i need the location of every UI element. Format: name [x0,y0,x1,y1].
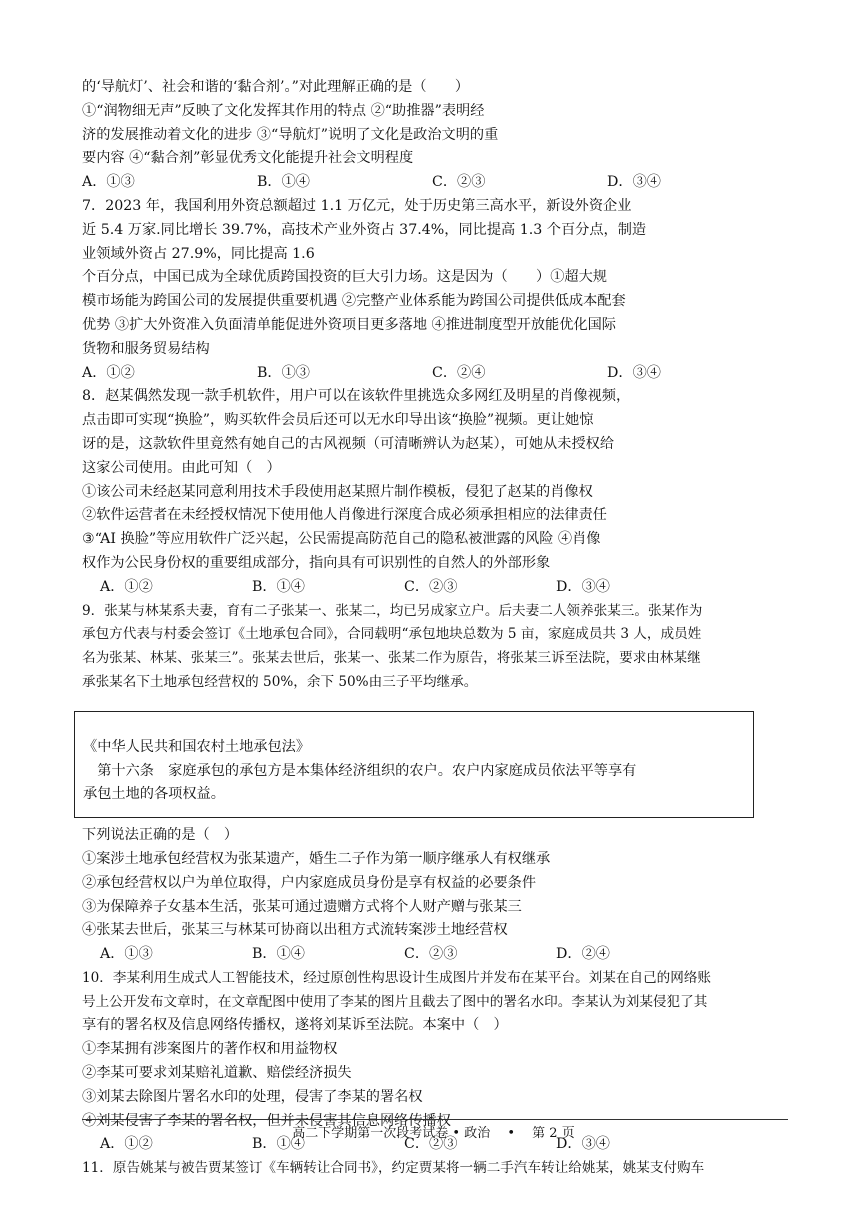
q10-stem-line: 号上公开发布文章时，在文章配图中使用了李某的图片且截去了图中的署名水印。李某认为刘某侵犯了其 [82,993,708,1010]
q7-option-a: A．①② [82,364,135,381]
q9-statement: ①案涉土地承包经营权为张某遗产，婚生二子作为第一顺序继承人有权继承 [82,850,551,867]
q7-option-c: C．②④ [432,364,486,381]
q9-stem-line: 承包方代表与村委会签订《土地承包合同》，合同载明“承包地块总数为 5 亩，家庭成员共 3 人，成员姓 [82,626,702,643]
exam-page [82,76,794,1181]
q10-statement: ③刘某去除图片署名水印的处理，侵害了李某的署名权 [82,1088,423,1105]
q7-stem-line: 近 5.4 万家.同比增长 39.7%，高技术产业外资占 37.4%，同比提高 1.3 个百分点，制造 [82,221,647,238]
law-excerpt-box [74,711,754,818]
q8-stem-line: 8．赵某偶然发现一款手机软件，用户可以在该软件里挑选众多网红及明星的肖像视频， [82,388,631,405]
q10-stem-line: 10．李某利用生成式人工智能技术，经过原创性构思设计生成图片并发布在某平台。刘某在自己的网络账 [82,969,712,986]
page-footer: 高二下学期第一次段考试卷 • 政治 • 第 2 页 [292,1126,575,1141]
q10-statement: ①李某拥有涉案图片的著作权和用益物权 [82,1041,338,1058]
q10-option-a: A．①② [100,1136,153,1153]
q8-option-d: D．③④ [556,578,610,595]
q10-statement: ②李某可要求刘某赔礼道歉、赔偿经济损失 [82,1065,352,1082]
q9-stem-line: 承张某名下土地承包经营权的 50%，余下 50%由三子平均继承。 [82,673,478,690]
q11-stem-line: 11．原告姚某与被告贾某签订《车辆转让合同书》，约定贾某将一辆二手汽车转让给姚某，姚某支付购车 [82,1160,705,1177]
q8-option-c: C．②③ [404,578,458,595]
q9-statement: ③为保障养子女基本生活，张某可通过遗赠方式将个人财产赠与张某三 [82,898,522,915]
q8-statement: 权作为公民身份权的重要组成部分，指向具有可识别性的自然人的外部形象 [82,554,551,571]
q9-stem-line: 9．张某与林某系夫妻，育有二子张某一、张某二，均已另成家立户。后夫妻二人领养张某三。张某作为 [82,602,703,619]
q8-stem-line: 点击即可实现“换脸”，购买软件会员后还可以无水印导出该“换脸”视频。更让她惊 [82,412,594,429]
q9-option-d: D．②④ [556,946,610,963]
q6-option-c: C．②③ [432,174,486,191]
q8-statement: ②软件运营者在未经授权情况下使用他人肖像进行深度合成必须承担相应的法律责任 [82,507,607,524]
q7-option-d: D．③④ [607,364,661,381]
q8-statement: ③“AI 换脸”等应用软件广泛兴起，公民需提高防范自己的隐私被泄露的风险 ④肖像 [82,531,601,548]
q6-option-a: A．①③ [82,174,135,191]
q10-stem-line: 享有的署名权及信息网络传播权，遂将刘某诉至法院。本案中（ ） [82,1017,508,1034]
q6-stem-line: 的‘导航灯’、社会和谐的‘黏合剂’。”对此理解正确的是（ ） [82,79,470,95]
law-article: 承包土地的各项权益。 [83,786,225,803]
q10-option-d: D．③④ [556,1136,610,1153]
footer-divider [82,1119,788,1120]
q7-stem-line: 模市场能为跨国公司的发展提供重要机遇 ②完整产业体系能为跨国公司提供低成本配套 [82,293,626,310]
q7-option-b: B．①③ [257,364,310,381]
q6-option-b: B．①④ [257,174,310,191]
q7-stem-line: 个百分点，中国已成为全球优质跨国投资的巨大引力场。这是因为（ ）①超大规 [82,269,607,286]
q8-option-a: A．①② [100,578,153,595]
q9-option-a: A．①③ [100,946,153,963]
q8-stem-line: 讶的是，这款软件里竟然有她自己的古风视频（可清晰辨认为赵某），可她从未授权给 [82,435,615,452]
q9-options [82,943,794,967]
q7-options [82,362,794,386]
q7-stem-line: 7．2023 年，我国利用外资总额超过 1.1 万亿元，处于历史第三高水平，新设外资企业 [82,197,632,214]
q8-stem-line: 这家公司使用。由此可知（ ） [82,459,281,476]
q10-option-c: C．②③ [404,1136,458,1153]
law-title: 《中华人民共和国农村土地承包法》 [83,738,311,755]
q8-options [82,576,794,600]
q9-statement: ④张某去世后，张某三与林某可协商以出租方式流转案涉土地经营权 [82,922,508,939]
q6-option-d: D．③④ [607,174,661,191]
q6-options [82,171,794,195]
q8-option-b: B．①④ [252,578,305,595]
q7-stem-line: 业领域外资占 27.9%，同比提高 1.6 [82,245,315,262]
q9-question: 下列说法正确的是（ ） [82,827,239,844]
q6-stem-line: 要内容 ④“黏合剂”彰显优秀文化能提升社会文明程度 [82,150,414,167]
q6-stem-line: 济的发展推动着文化的进步 ③“导航灯”说明了文化是政治文明的重 [82,126,499,143]
q10-option-b: B．①④ [252,1136,305,1153]
q8-statement: ①该公司未经赵某同意利用技术手段使用赵某照片制作模板，侵犯了赵某的肖像权 [82,483,593,500]
q7-stem-line: 优势 ③扩大外资准入负面清单能促进外资项目更多落地 ④推进制度型开放能优化国际 [82,316,616,333]
q6-stem-line: ①“润物细无声”反映了文化发挥其作用的特点 ②“助推器”表明经 [82,102,485,119]
q9-statement: ②承包经营权以户为单位取得，户内家庭成员身份是享有权益的必要条件 [82,874,537,891]
q7-stem-line: 货物和服务贸易结构 [82,340,210,357]
q10-statement: ④刘某侵害了李某的署名权，但并未侵害其信息网络传播权 [82,1112,451,1129]
q9-option-c: C．②③ [404,946,458,963]
q9-stem-line: 名为张某、林某、张某三”。张某去世后，张某一、张某二作为原告，将张某三诉至法院，要求由林某继 [82,650,701,667]
law-article: 第十六条 家庭承包的承包方是本集体经济组织的农户。农户内家庭成员依法平等享有 [83,762,637,779]
q9-option-b: B．①④ [252,946,305,963]
